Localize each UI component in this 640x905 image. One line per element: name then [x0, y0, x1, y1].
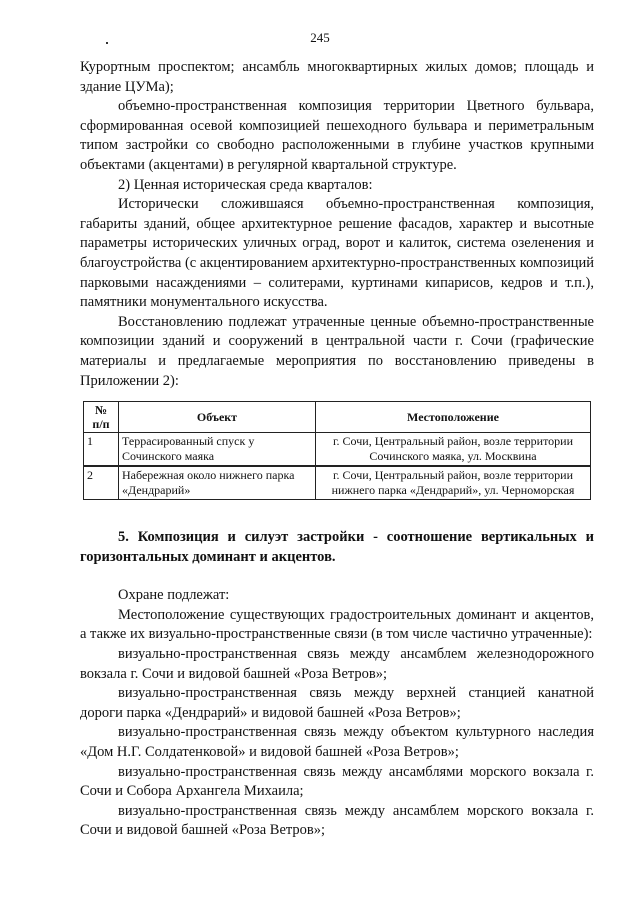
- paragraph-subheading-historic-environment: 2) Ценная историческая среда кварталов:: [118, 176, 373, 193]
- table-row: [84, 433, 591, 467]
- paragraph-historic-composition: Исторически сложившаяся объемно-пространственная композиция, габариты зданий, общее архитектурное решение фасадов, характер и высотные параметры исторических уличных оград, ворот и калиток, система озеленения и благоустройства (с акцентированием архитектурно-пространственных композиций парковыми насаждениями – солитерами, куртинами кипарисов, кедров и т.п.), памятники монументального искусства.: [80, 196, 594, 311]
- table-row: [84, 466, 591, 500]
- header-location: Местоположение: [316, 402, 591, 433]
- header-number: [84, 402, 119, 433]
- table-header-row: [84, 402, 591, 433]
- paragraph-visual-link: визуально-пространственная связь между объектом культурного наследия «Дом Н.Г. Солдатенковой» и видовой башней «Роза Ветров»;: [80, 724, 594, 761]
- paragraph-tsvetnoy-boulevard: объемно-пространственная композиция территории Цветного бульвара, сформированная осевой композицией пешеходного бульвара и периметральным типом застройки со свободно расположенными в глубине участков крупными объектами (акцентами) в регулярной квартальной структуре.: [80, 98, 594, 173]
- paragraph-continuation: Курортным проспектом; ансамбль многоквартирных жилых домов; площадь и здание ЦУМа);: [80, 59, 594, 95]
- paragraph-protected-intro: Охране подлежат:: [118, 587, 230, 604]
- header-number-line2: п/п: [92, 417, 110, 432]
- header-object: Объект: [119, 402, 316, 433]
- paragraph-visual-link: визуально-пространственная связь между ансамблями морского вокзала г. Сочи и Собора Архангела Михаила;: [80, 763, 594, 800]
- paragraph-dominants: Местоположение существующих градостроительных доминант и акцентов, а также их визуально-пространственные связи (в том числе частично утраченные):: [80, 606, 594, 643]
- scan-speck: [106, 42, 108, 44]
- row-object: Набережная около нижнего парка «Дендрарий»: [119, 466, 316, 500]
- spacer: [80, 567, 594, 586]
- paragraph-visual-link: визуально-пространственная связь между ансамблем морского вокзала г. Сочи и видовой башней «Роза Ветров»;: [80, 802, 594, 839]
- row-location: г. Сочи, Центральный район, возле территории нижнего парка «Дендрарий», ул. Черноморская: [316, 466, 591, 500]
- row-number: 2: [84, 466, 119, 500]
- header-number-line1: №: [94, 403, 108, 418]
- section-heading: 5. Композиция и силуэт застройки - соотношение вертикальных и горизонтальных доминант и акцентов.: [80, 529, 594, 565]
- page-number: 245: [310, 30, 330, 45]
- objects-table: [83, 401, 591, 500]
- row-location: г. Сочи, Центральный район, возле территории Сочинского маяка, ул. Москвина: [316, 433, 591, 467]
- paragraph-visual-link: визуально-пространственная связь между верхней станцией канатной дороги парка «Дендрарий» и видовой башней «Роза Ветров»;: [80, 685, 594, 721]
- paragraph-visual-link: визуально-пространственная связь между ансамблем железнодорожного вокзала г. Сочи и видовой башней «Роза Ветров»;: [80, 646, 594, 682]
- paragraph-restoration: Восстановлению подлежат утраченные ценные объемно-пространственные композиции зданий и сооружений в центральной части г. Сочи (графические материалы и предлагаемые мероприятия по восстановлению приведены в Приложении 2):: [80, 313, 594, 389]
- page-content: [80, 58, 594, 841]
- row-number: 1: [84, 433, 119, 467]
- row-object: Террасированный спуск у Сочинского маяка: [119, 433, 316, 467]
